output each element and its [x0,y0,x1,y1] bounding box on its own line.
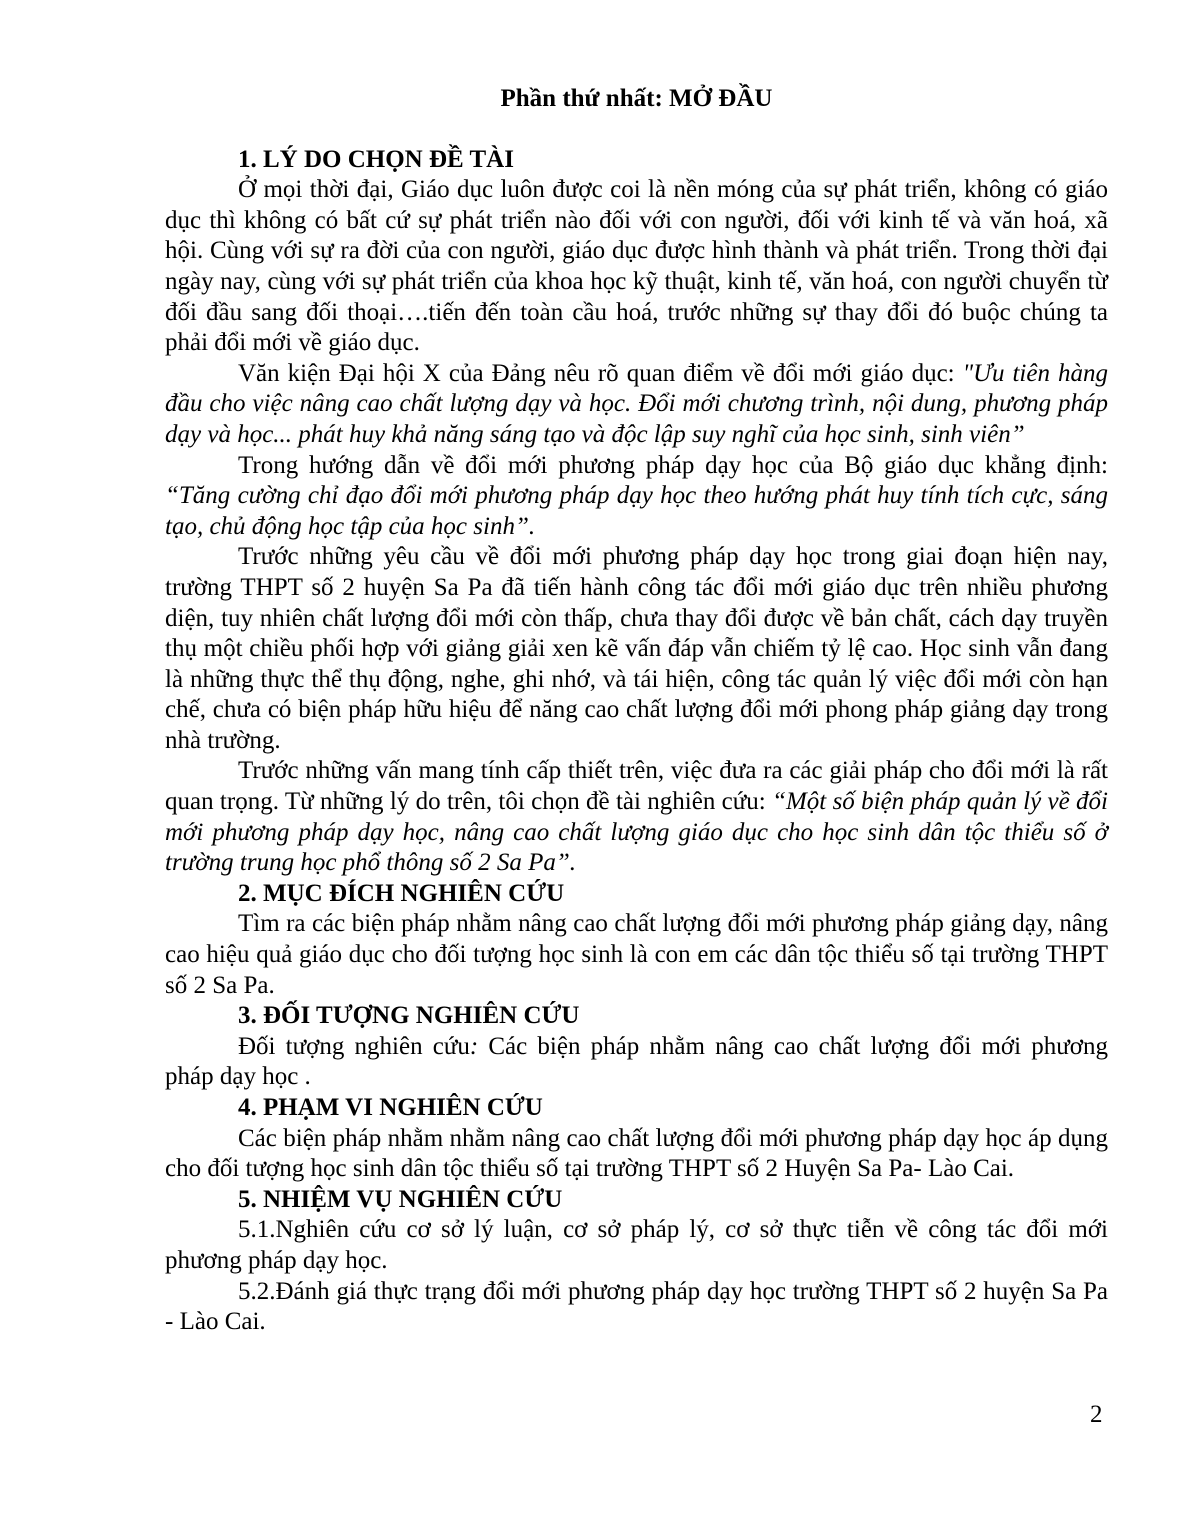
page-number: 2 [1090,1401,1103,1428]
quote-text: "Ưu tiên hàng đầu cho việc nâng cao chất lượng dạy và học. Đổi mới chương trình, nội dung, phương pháp dạy và học... phát huy khả năng sáng tạo và độc lập suy nghĩ của học sinh, sinh viên” [165,359,1108,448]
section-heading: 5. NHIỆM VỤ NGHIÊN CỨU [238,1185,563,1213]
paragraph [165,1032,1108,1093]
section-heading: 1. LÝ DO CHỌN ĐỀ TÀI [238,145,514,173]
paragraph [165,359,1108,451]
paragraph: Trước những yêu cầu về đổi mới phương pháp dạy học trong giai đoạn hiện nay, trường THPT số 2 huyện Sa Pa đã tiến hành công tác đổi mới giáo dục trên nhiều phương diện, tuy nhiên chất lượng đổi mới còn thấp, chưa thay đổi được về bản chất, cách dạy truyền thụ một chiều phối hợp với giảng giải xen kẽ vấn đáp vẫn chiếm tỷ lệ cao. Học sinh vẫn đang là những thực thể thụ động, nghe, ghi nhớ, và tái hiện, công tác quản lý việc đổi mới còn hạn chế, chưa có biện pháp hữu hiệu để năng cao chất lượng đổi mới phong pháp giảng dạy trong nhà trường. [165,543,1108,754]
paragraph-text: Trong hướng dẫn về đổi mới phương pháp dạy học của Bộ giáo dục khẳng định: [238,451,1108,479]
page-title: Phần thứ nhất: MỞ ĐẦU [500,85,773,112]
paragraph [165,756,1108,878]
paragraph-text: Trước những vấn mang tính cấp thiết trên, việc đưa ra các giải pháp cho đổi mới là rất quan trọng. Từ những lý do trên, tôi chọn đề tài nghiên cứu: [165,757,1108,816]
section-heading: 4. PHẠM VI NGHIÊN CỨU [238,1094,543,1121]
section-heading: 3. ĐỐI TƯỢNG NGHIÊN CỨU [238,1002,580,1030]
paragraph-text: Đối tượng nghiên cứu [238,1032,470,1060]
quote-text: “Một số biện pháp quản lý về đổi mới phương pháp dạy học, nâng cao chất lượng giáo dục cho học sinh dân tộc thiểu số ở trường trung học phổ thông số 2 Sa Pa”. [165,788,1108,877]
paragraph: Ở mọi thời đại, Giáo dục luôn được coi là nền móng của sự phát triển, không có giáo dục thì không có bất cứ sự phát triển nào đối với con người, đối với kinh tế và văn hoá, xã hội. Cùng với sự ra đời của con người, giáo dục được hình thành và phát triển. Trong thời đại ngày nay, cùng với sự phát triển của khoa học kỹ thuật, kinh tế, văn hoá, con người chuyển từ đối đầu sang đối thoại….tiến đến toàn cầu hoá, trước những sự thay đổi đó buộc chúng ta phải đổi mới về giáo dục. [165,176,1108,357]
paragraph: 5.1.Nghiên cứu cơ sở lý luận, cơ sở pháp lý, cơ sở thực tiễn về công tác đổi mới phương pháp dạy học. [165,1216,1108,1274]
paragraph: Các biện pháp nhằm nhằm nâng cao chất lượng đổi mới phương pháp dạy học áp dụng cho đối tượng học sinh dân tộc thiểu số tại trường THPT số 2 Huyện Sa Pa- Lào Cai. [165,1124,1108,1183]
page-content [165,84,1108,1338]
paragraph: 5.2.Đánh giá thực trạng đổi mới phương pháp dạy học trường THPT số 2 huyện Sa Pa - Lào Cai. [165,1277,1108,1336]
section-heading: 2. MỤC ĐÍCH NGHIÊN CỨU [238,879,565,907]
paragraph-text: Văn kiện Đại hội X của Đảng nêu rõ quan điểm về đổi mới giáo dục: [238,359,963,387]
paragraph: Tìm ra các biện pháp nhằm nâng cao chất lượng đổi mới phương pháp giảng dạy, nâng cao hiệu quả giáo dục cho đối tượng học sinh là con em các dân tộc thiểu số tại trường THPT số 2 Sa Pa. [165,910,1108,999]
paragraph-text: Các biện pháp nhằm nâng cao chất lượng đổi mới phương pháp dạy học . [165,1032,1108,1091]
paragraph-text-italic: : [469,1032,479,1060]
quote-text: “Tăng cường chỉ đạo đổi mới phương pháp dạy học theo hướng phát huy tính tích cực, sáng tạo, chủ động học tập của học sinh”. [165,482,1108,540]
paragraph [165,451,1108,543]
